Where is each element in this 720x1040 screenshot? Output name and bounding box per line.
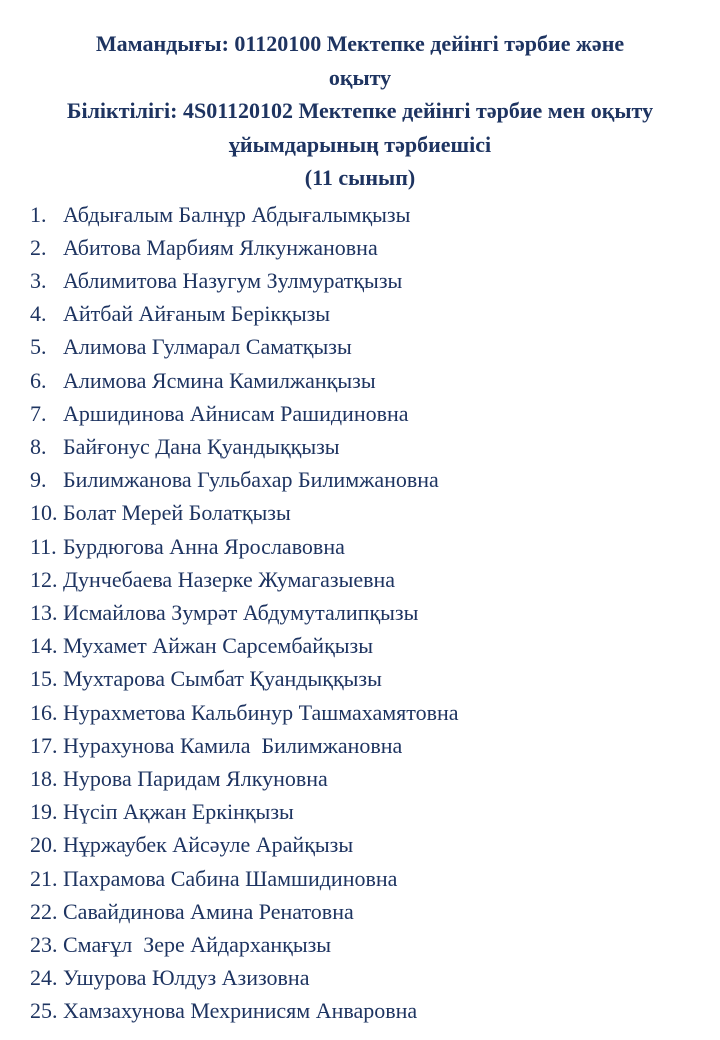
student-list-item: [0, 961, 720, 994]
student-number: 10.: [30, 500, 58, 526]
student-name: Смағұл Зере Айдарханқызы: [63, 931, 332, 957]
student-number: 14.: [30, 633, 58, 659]
document-title-line: ұйымдарының тәрбиешісі: [228, 131, 492, 157]
student-name: Абитова Марбиям Ялкунжановна: [63, 234, 378, 260]
student-number: 6.: [30, 367, 47, 393]
student-name: Ушурова Юлдуз Азизовна: [63, 965, 310, 991]
document-title-line: Біліктілігі: 4S01120102 Мектепке дейінгі тәрбие мен оқыту: [66, 98, 654, 123]
student-name: Нурахунова Камила Билимжановна: [63, 732, 403, 758]
student-number: 9.: [30, 467, 47, 493]
student-list-item: [0, 928, 720, 961]
student-name: Алимова Ясмина Камилжанқызы: [63, 367, 376, 393]
student-name: Пахрамова Сабина Шамшидиновна: [63, 865, 398, 891]
student-name: Айтбай Айғаным Берікқызы: [63, 301, 331, 327]
student-number: 2.: [30, 234, 47, 260]
student-name: Билимжанова Гульбахар Билимжановна: [63, 467, 439, 493]
student-name: Бурдюгова Анна Ярославовна: [63, 533, 345, 559]
student-list-item: [0, 762, 720, 795]
student-list-item: [0, 563, 720, 596]
student-name: Мухтарова Сымбат Қуандыққызы: [63, 666, 382, 692]
student-list-item: [0, 397, 720, 430]
student-number: 17.: [30, 732, 58, 758]
student-list-item: [0, 994, 720, 1027]
student-list-item: [0, 231, 720, 264]
student-list-item: [0, 629, 720, 662]
student-list-item: [0, 862, 720, 895]
student-list-item: [0, 364, 720, 397]
student-number: 7.: [30, 400, 47, 426]
student-number: 25.: [30, 998, 58, 1024]
student-list-item: [0, 264, 720, 297]
student-list-item: [0, 198, 720, 231]
student-list-item: [0, 430, 720, 463]
student-number: 18.: [30, 765, 58, 791]
student-list: [0, 198, 720, 1028]
student-list-item: [0, 463, 720, 496]
student-name: Байғонус Дана Қуандыққызы: [63, 433, 340, 459]
document-title-line: (11 сынып): [304, 165, 416, 190]
student-name: Нурова Паридам Ялкуновна: [63, 765, 328, 791]
student-list-item: [0, 496, 720, 529]
student-name: Савайдинова Амина Ренатовна: [63, 898, 354, 924]
student-name: Абдығалым Балнұр Абдығалымқызы: [63, 201, 411, 227]
document-title-line: оқыту: [328, 64, 392, 90]
student-name: Аблимитова Назугум Зулмуратқызы: [63, 267, 403, 293]
student-number: 5.: [30, 334, 47, 360]
student-list-item: [0, 895, 720, 928]
student-name: Мухамет Айжан Сарсембайқызы: [63, 633, 374, 659]
student-number: 4.: [30, 301, 47, 327]
student-list-item: [0, 297, 720, 330]
student-list-item: [0, 696, 720, 729]
student-list-item: [0, 662, 720, 695]
student-name: Аршидинова Айнисам Рашидиновна: [63, 400, 409, 426]
student-number: 20.: [30, 832, 58, 858]
student-number: 19.: [30, 799, 58, 825]
student-list-item: [0, 729, 720, 762]
student-list-item: [0, 596, 720, 629]
student-number: 8.: [30, 433, 47, 459]
student-name: Исмайлова Зумрәт Абдумуталипқызы: [63, 599, 419, 625]
student-name: Хамзахунова Мехринисям Анваровна: [63, 998, 418, 1024]
student-number: 13.: [30, 599, 58, 625]
student-name: Нүсіп Ақжан Еркінқызы: [63, 799, 294, 825]
student-name: Нурахметова Кальбинур Ташмахамятовна: [63, 699, 459, 725]
student-number: 1.: [30, 201, 47, 227]
student-number: 15.: [30, 666, 58, 692]
student-name: Дунчебаева Назерке Жумагазыевна: [63, 566, 396, 592]
student-number: 23.: [30, 931, 58, 957]
student-number: 11.: [30, 533, 57, 559]
document-title-line: Мамандығы: 01120100 Мектепке дейінгі тәрбие және: [95, 31, 625, 56]
student-name: Болат Мерей Болатқызы: [63, 500, 291, 526]
student-number: 22.: [30, 898, 58, 924]
student-name: Нұржаубек Айсәуле Арайқызы: [63, 832, 354, 858]
student-list-item: [0, 330, 720, 363]
student-number: 16.: [30, 699, 58, 725]
student-name: Алимова Гулмарал Саматқызы: [63, 334, 352, 360]
student-number: 12.: [30, 566, 58, 592]
student-list-item: [0, 530, 720, 563]
document-title-block: [0, 0, 720, 195]
student-number: 3.: [30, 267, 47, 293]
student-list-item: [0, 828, 720, 861]
student-list-item: [0, 795, 720, 828]
student-number: 21.: [30, 865, 58, 891]
student-number: 24.: [30, 965, 58, 991]
